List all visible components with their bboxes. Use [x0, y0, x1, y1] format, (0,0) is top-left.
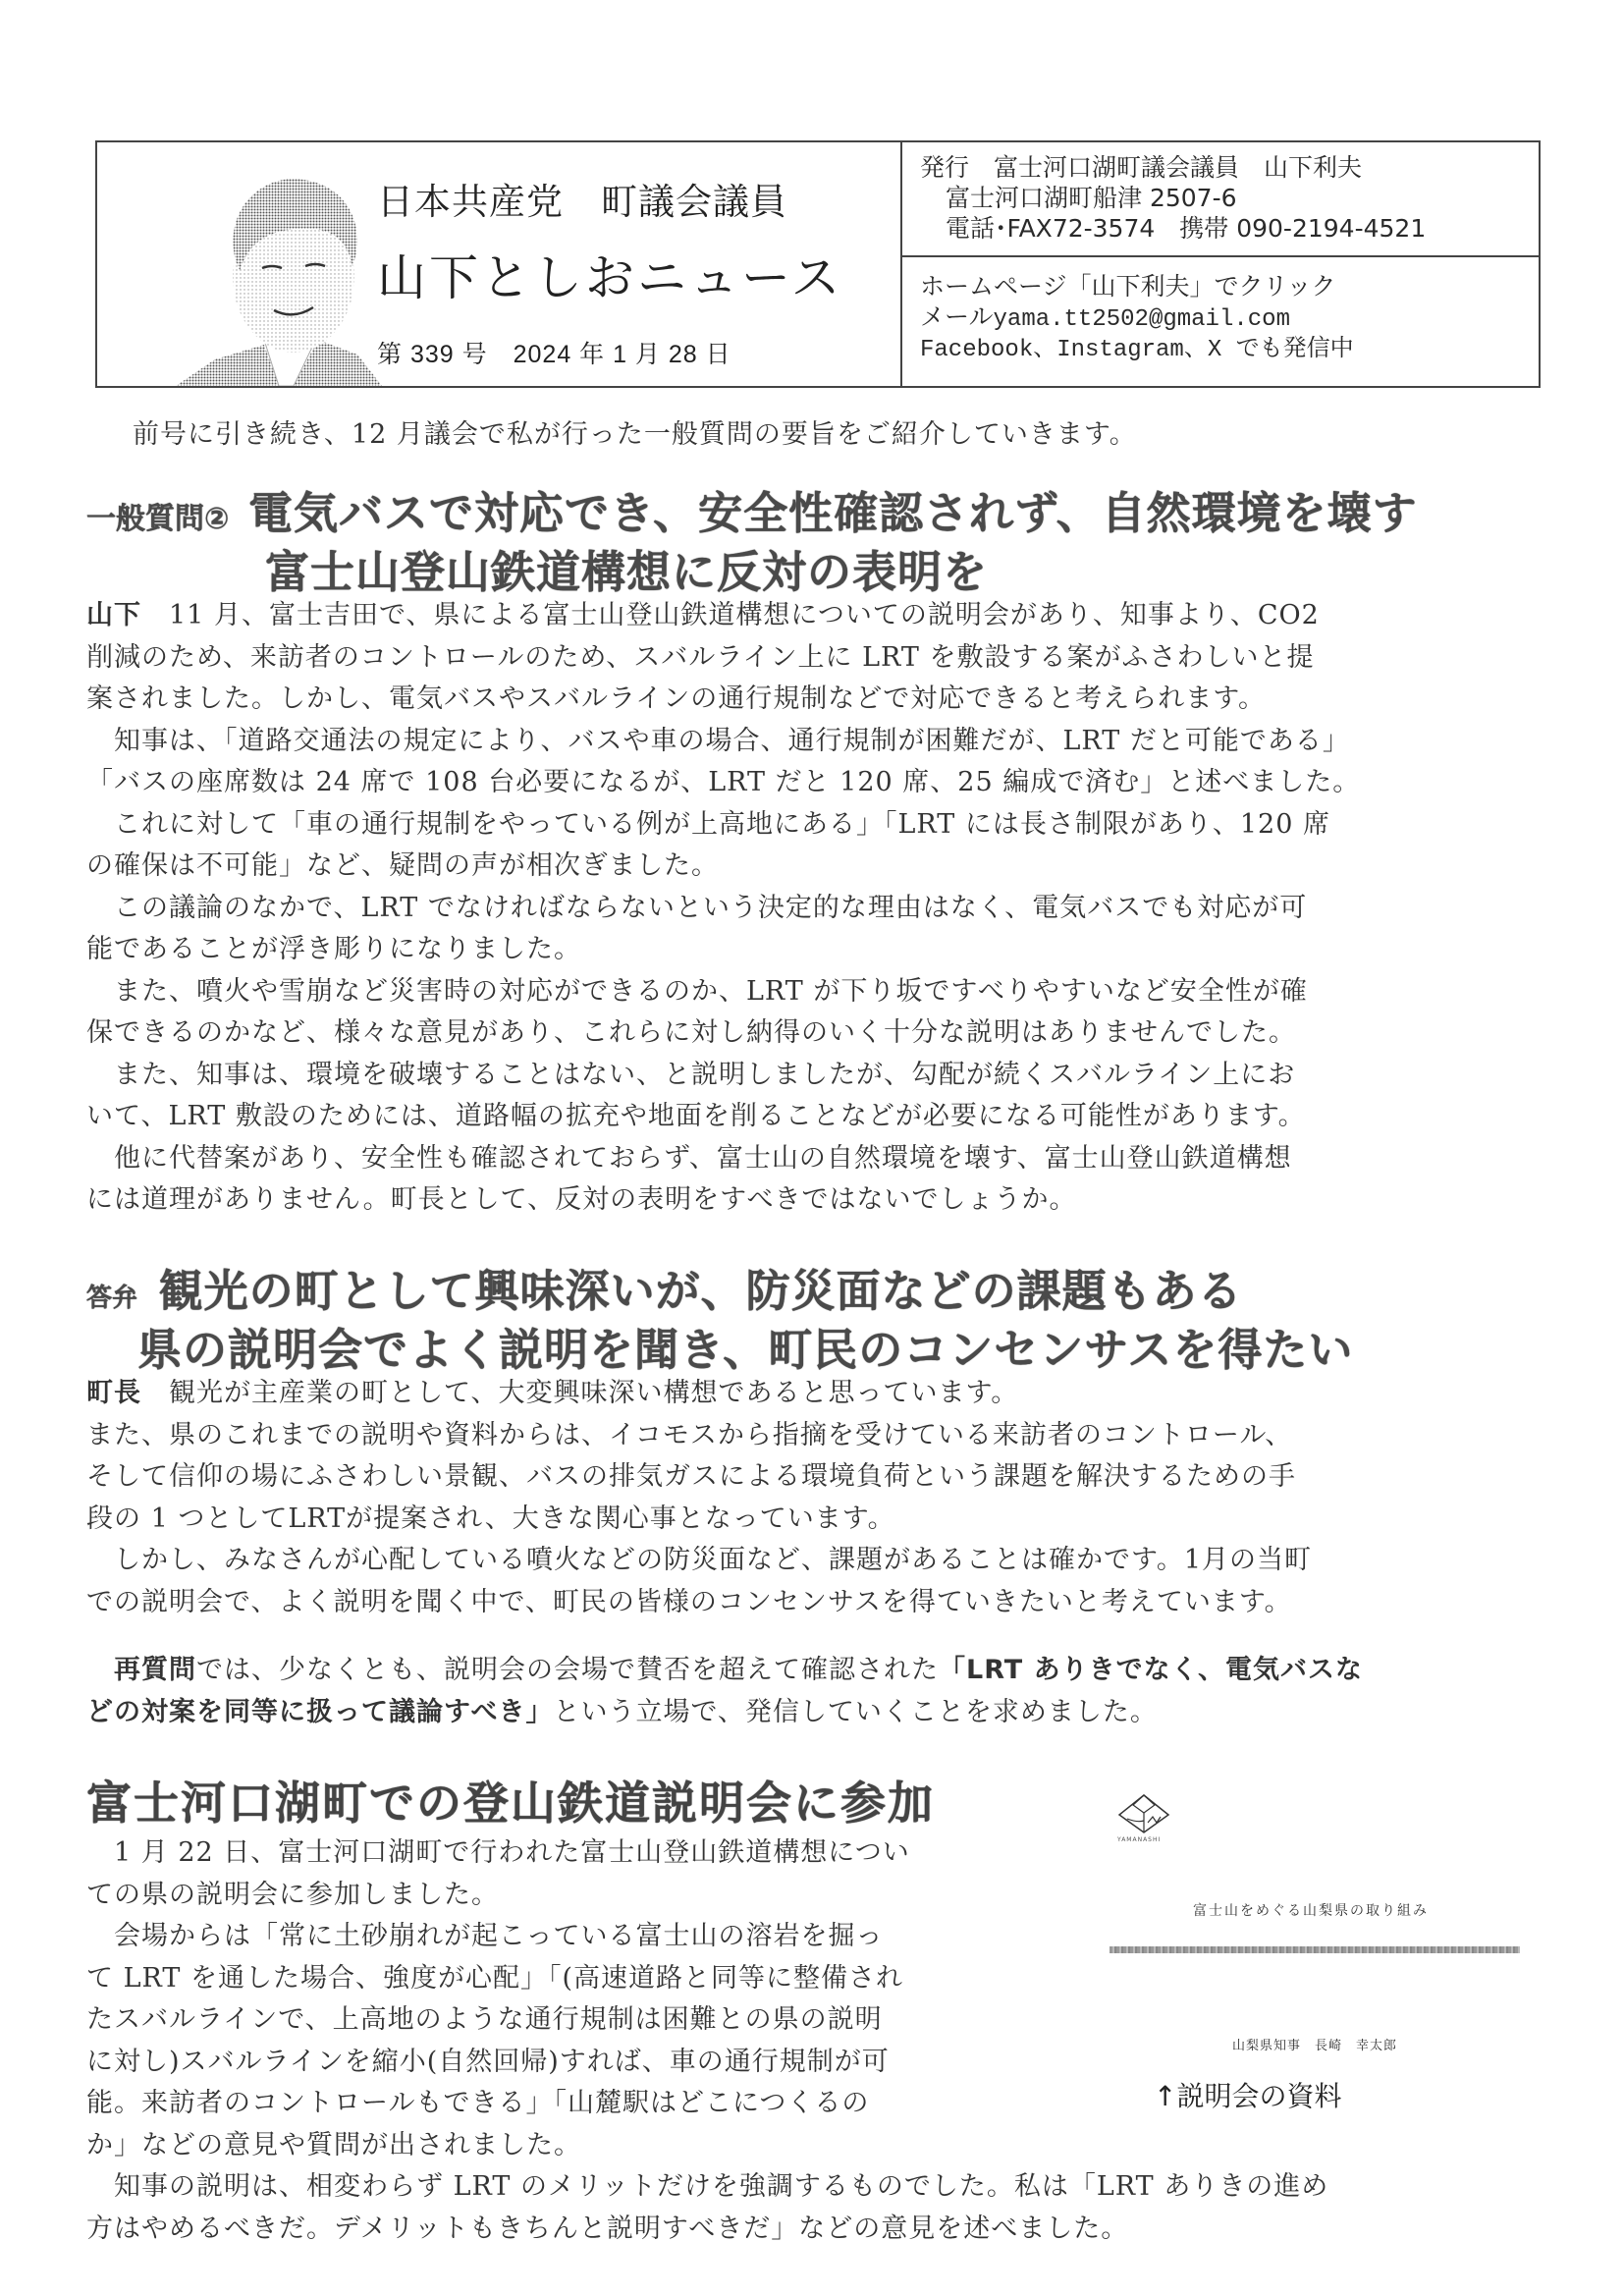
- body-line: 能であることが浮き彫りになりました。: [86, 934, 581, 964]
- section2-title: 富士河口湖町での登山鉄道説明会に参加: [86, 1777, 935, 1830]
- answer-body: [86, 1373, 1559, 1623]
- body-line: の確保は不可能」など、疑問の声が相次ぎました。: [86, 850, 719, 881]
- party-affiliation: 日本共産党 町議会議員: [377, 181, 787, 223]
- section2-body: [86, 1832, 1078, 2166]
- publisher-address: 富士河口湖町船津 2507-6: [946, 184, 1237, 212]
- document-rule: [1110, 1946, 1520, 1953]
- body-line: での説明会で、よく説明を聞く中で、町民の皆様のコンセンサスを得ていきたいと考えています。: [86, 1586, 1292, 1617]
- section2-closing: [86, 2166, 1559, 2250]
- body-text: という立場で、発信していくことを求めました。: [553, 1696, 1158, 1727]
- homepage-link[interactable]: ホームページ「山下利夫」でクリック: [920, 272, 1336, 301]
- document-author: 山梨県知事 長崎 幸太郎: [1232, 2039, 1398, 2053]
- answer-heading: [86, 1255, 1243, 1319]
- document-title: 富士山をめぐる山梨県の取り組み: [1193, 1903, 1429, 1919]
- body-line: たスバルラインで、上高地のような通行規制は困難との県の説明: [86, 2004, 883, 2035]
- bold-quote: どの対案を同等に扱って議論すべき」: [86, 1696, 554, 1727]
- body-line: 会場からは「常に土砂崩れが起こっている富士山の溶岩を掘っ: [86, 1921, 884, 1951]
- body-line: 「バスの座席数は 24 席で 108 台必要になるが、LRT だと 120 席、25 編成で済む」と述べました。: [86, 767, 1361, 797]
- body-line: て LRT を通した場合、強度が心配」「(高速道路と同等に整備され: [86, 1962, 903, 1994]
- body-line: か」などの意見や質問が出されました。: [86, 2129, 581, 2160]
- question-headline-1: 電気バスで対応でき、安全性確認されず、自然環境を壊す: [247, 487, 1418, 539]
- body-line: 能。来訪者のコントロールもできる」「山麓駅はどこにつくるの: [86, 2088, 870, 2118]
- contact-info: [902, 257, 1539, 386]
- briefing-document-image: [1100, 1768, 1532, 2053]
- publisher-info: [902, 142, 1539, 257]
- question-headline-2: 富士山登山鉄道構想に反対の表明を: [265, 546, 989, 598]
- publisher-line: 発行 富士河口湖町議会議員 山下利夫: [920, 153, 1363, 182]
- body-line: 知事の説明は、相変わらず LRT のメリットだけを強調するものでした。私は「LRT ありきの進め: [86, 2171, 1329, 2202]
- body-line: 1 月 22 日、富士河口湖町で行われた富士山登山鉄道構想につい: [86, 1837, 910, 1868]
- intro-text: 前号に引き続き、12 月議会で私が行った一般質問の要旨をご紹介していきます。: [133, 419, 1137, 450]
- body-line: 他に代替案があり、安全性も確認されておらず、富士山の自然環境を壊す、富士山登山鉄道構想: [86, 1142, 1292, 1174]
- requestion-paragraph: [86, 1650, 1559, 1733]
- body-line: いて、LRT 敷設のためには、道路幅の拡充や地面を削ることなどが必要になる可能性があります。: [86, 1101, 1306, 1131]
- email-address[interactable]: yama.tt2502@gmail.com: [993, 306, 1290, 333]
- newsletter-header: [95, 140, 1541, 388]
- body-line: には道理がありません。町長として、反対の表明をすべきではないでしょうか。: [86, 1184, 1077, 1215]
- sns-line: Facebook、Instagram、X でも発信中: [920, 337, 1354, 363]
- body-line: 案されました。しかし、電気バスやスバルラインの通行規制などで対応できると考えられます。: [86, 683, 1267, 714]
- title-block: [377, 162, 888, 370]
- body-line: 方はやめるべきだ。デメリットもきちんと説明すべきだ」などの意見を述べました。: [86, 2213, 1129, 2244]
- logo-text: YAMANASHI: [1117, 1836, 1162, 1843]
- speaker-mayor: 町長: [86, 1378, 141, 1408]
- answer-label: 答弁: [86, 1284, 138, 1313]
- body-line: 知事は、「道路交通法の規定により、バスや車の場合、通行規制が困難だが、LRT だと可能である」: [86, 725, 1350, 756]
- answer-headline-1: 観光の町として興味深いが、防災面などの課題もある: [158, 1265, 1243, 1317]
- body-line: 保できるのかなど、様々な意見があり、これらに対し納得のいく十分な説明はありませんでした。: [86, 1017, 1296, 1048]
- portrait-image: [156, 158, 402, 386]
- newsletter-title: 山下としおニュース: [377, 249, 843, 306]
- body-line: また、県のこれまでの説明や資料からは、イコモスから指摘を受けている来訪者のコントロール、: [86, 1419, 1293, 1450]
- email-line: [920, 301, 1539, 335]
- figure-caption: ↑説明会の資料: [1154, 2080, 1342, 2112]
- body-line: 観光が主産業の町として、大変興味深い構想であると思っています。: [169, 1378, 1019, 1408]
- question-body: [86, 595, 1559, 1222]
- publisher-phone: 電話･FAX72-3574 携帯 090-2194-4521: [946, 214, 1427, 243]
- body-line: 削減のため、来訪者のコントロールのため、スバルライン上に LRT を敷設する案がふさわしいと提: [86, 641, 1315, 673]
- body-line: また、噴火や雪崩など災害時の対応ができるのか、LRT が下り坂ですべりやすいなど安全性が確: [86, 975, 1308, 1007]
- answer-headline-2: 県の説明会でよく説明を聞き、町民のコンセンサスを得たい: [137, 1324, 1354, 1376]
- body-line: に対し)スバルラインを縮小(自然回帰)すれば、車の通行規制が可: [86, 2046, 890, 2077]
- body-line: また、知事は、環境を破壊することはない、と説明しましたが、勾配が続くスバルライン上にお: [86, 1059, 1296, 1090]
- body-line: 11 月、富士吉田で、県による富士山登山鉄道構想についての説明会があり、知事より、CO2: [169, 600, 1320, 630]
- body-line: ての県の説明会に参加しました。: [86, 1879, 499, 1910]
- question-heading: [86, 477, 1418, 541]
- body-text: では、少なくとも、説明会の会場で賛否を超えて確認された: [196, 1655, 939, 1685]
- body-line: そして信仰の場にふさわしい景観、バスの排気ガスによる環境負荷という課題を解決するための手: [86, 1461, 1296, 1492]
- bold-quote: 「LRT ありきでなく、電気バスな: [939, 1655, 1364, 1685]
- question-label: 一般質問②: [86, 502, 230, 536]
- body-line: この議論のなかで、LRT でなければならないという決定的な理由はなく、電気バスでも対応が可: [86, 892, 1308, 923]
- issue-number-date: 第 339 号 2024 年 1 月 28 日: [377, 341, 731, 368]
- speaker-yamashita: 山下: [86, 600, 141, 630]
- author-portrait: [156, 158, 402, 386]
- requestion-label: 再質問: [114, 1655, 196, 1685]
- email-label: メール: [920, 302, 994, 331]
- body-line: 段の 1 つとしてLRTが提案され、大きな関心事となっています。: [86, 1503, 895, 1534]
- body-line: これに対して「車の通行規制をやっている例が上高地にある」「LRT には長さ制限があり、120 席: [86, 808, 1330, 840]
- body-line: しかし、みなさんが心配している噴火などの防災面など、課題があることは確かです。1月の当町: [86, 1545, 1313, 1575]
- yamanashi-logo-icon: [1115, 1789, 1172, 1836]
